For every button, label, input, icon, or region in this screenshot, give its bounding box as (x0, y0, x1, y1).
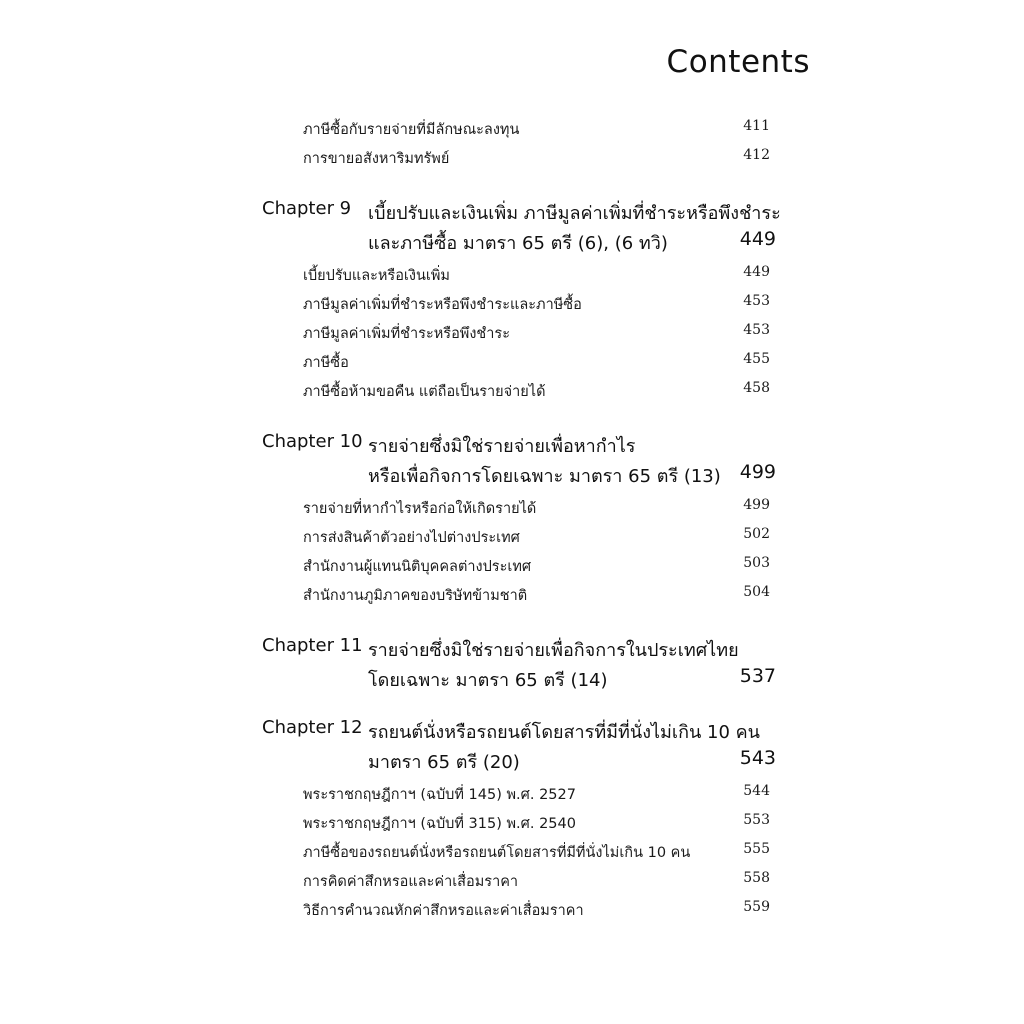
toc-entry-label: พระราชกฤษฎีกาฯ (ฉบับที่ 315) พ.ศ. 2540 (303, 816, 576, 832)
toc-entry[interactable] (0, 118, 1024, 147)
toc-entry[interactable] (0, 899, 1024, 928)
toc-chapter-line-2 (0, 228, 1024, 258)
toc-entry[interactable] (0, 380, 1024, 409)
toc-entry-page-number: 453 (743, 322, 770, 338)
toc-chapter-line-2 (0, 665, 1024, 695)
spacer (0, 695, 1024, 717)
toc-entry-page-number: 558 (743, 870, 770, 886)
toc-chapter-title-line-2: มาตรา 65 ตรี (20) (368, 752, 520, 773)
toc-entry-label: ภาษีมูลค่าเพิ่มที่ชำระหรือพึงชำระและภาษีซื้อ (303, 297, 582, 313)
toc-entry-page-number: 449 (743, 264, 770, 280)
toc-entry-label: พระราชกฤษฎีกาฯ (ฉบับที่ 145) พ.ศ. 2527 (303, 787, 576, 803)
toc-entry-label: วิธีการคำนวณหักค่าสึกหรอและค่าเสื่อมราคา (303, 903, 584, 919)
toc-chapter-page-number: 499 (739, 461, 776, 483)
toc-entry-page-number: 503 (743, 555, 770, 571)
toc-chapter[interactable] (0, 717, 1024, 777)
toc-entry-label: ภาษีมูลค่าเพิ่มที่ชำระหรือพึงชำระ (303, 326, 510, 342)
toc-entry[interactable] (0, 870, 1024, 899)
toc-entry[interactable] (0, 812, 1024, 841)
toc-entry-page-number: 555 (743, 841, 770, 857)
toc-entry-page-number: 499 (743, 497, 770, 513)
spacer (0, 409, 1024, 431)
toc-chapter-line-2 (0, 461, 1024, 491)
toc-chapter-page-number: 449 (739, 228, 776, 250)
toc-entry[interactable] (0, 351, 1024, 380)
toc-chapter-page-number: 537 (739, 665, 776, 687)
toc-entry-label: การคิดค่าสึกหรอและค่าเสื่อมราคา (303, 874, 519, 890)
toc-entry-label: ภาษีซื้อของรถยนต์นั่งหรือรถยนต์โดยสารที่มีที่นั่งไม่เกิน 10 คน (303, 845, 691, 861)
toc-chapter-title-line-2: หรือเพื่อกิจการโดยเฉพาะ มาตรา 65 ตรี (13) (368, 466, 721, 487)
toc-entry[interactable] (0, 584, 1024, 613)
toc-chapter[interactable] (0, 198, 1024, 258)
toc-chapter[interactable] (0, 431, 1024, 491)
toc-entry[interactable] (0, 293, 1024, 322)
toc-entry-label: รายจ่ายที่หากำไรหรือก่อให้เกิดรายได้ (303, 501, 537, 517)
toc-entry[interactable] (0, 555, 1024, 584)
toc-entry-page-number: 412 (743, 147, 770, 163)
toc-entry[interactable] (0, 841, 1024, 870)
toc-entry-page-number: 411 (743, 118, 770, 134)
table-of-contents (0, 118, 1024, 928)
toc-entry-label: การขายอสังหาริมทรัพย์ (303, 151, 450, 167)
toc-entry-page-number: 559 (743, 899, 770, 915)
toc-entry-label: ภาษีซื้อ (303, 355, 349, 371)
toc-entry-page-number: 544 (743, 783, 770, 799)
toc-chapter-line-2 (0, 747, 1024, 777)
toc-entry[interactable] (0, 322, 1024, 351)
toc-entry-page-number: 458 (743, 380, 770, 396)
toc-entry-label: สำนักงานภูมิภาคของบริษัทข้ามชาติ (303, 588, 528, 604)
toc-chapter-title-line-1: รายจ่ายซึ่งมิใช่รายจ่ายเพื่อหากำไร (368, 436, 636, 457)
toc-entry-page-number: 455 (743, 351, 770, 367)
toc-chapter-line-1 (0, 431, 1024, 461)
toc-chapter-page-number: 543 (739, 747, 776, 769)
toc-entry-label: ภาษีซื้อกับรายจ่ายที่มีลักษณะลงทุน (303, 122, 520, 138)
toc-entry[interactable] (0, 497, 1024, 526)
toc-entry-label: เบี้ยปรับและหรือเงินเพิ่ม (303, 268, 450, 284)
toc-chapter-title-line-2: และภาษีซื้อ มาตรา 65 ตรี (6), (6 ทวิ) (368, 233, 668, 254)
toc-entry-label: การส่งสินค้าตัวอย่างไปต่างประเทศ (303, 530, 520, 546)
toc-entry[interactable] (0, 147, 1024, 176)
toc-entry-page-number: 453 (743, 293, 770, 309)
toc-chapter-title-line-2: โดยเฉพาะ มาตรา 65 ตรี (14) (368, 670, 608, 691)
toc-entry-page-number: 504 (743, 584, 770, 600)
toc-chapter-number: Chapter 10 (262, 431, 363, 452)
page-title: Contents (666, 44, 810, 80)
toc-chapter-line-1 (0, 717, 1024, 747)
toc-entry-label: สำนักงานผู้แทนนิติบุคคลต่างประเทศ (303, 559, 532, 575)
toc-chapter-line-1 (0, 635, 1024, 665)
toc-chapter-line-1 (0, 198, 1024, 228)
toc-chapter-number: Chapter 9 (262, 198, 352, 219)
toc-entry[interactable] (0, 526, 1024, 555)
toc-chapter-title-line-1: รถยนต์นั่งหรือรถยนต์โดยสารที่มีที่นั่งไม่เกิน 10 คน (368, 722, 760, 743)
toc-entry-page-number: 502 (743, 526, 770, 542)
toc-entry-page-number: 553 (743, 812, 770, 828)
toc-chapter-title-line-1: รายจ่ายซึ่งมิใช่รายจ่ายเพื่อกิจการในประเทศไทย (368, 640, 739, 661)
toc-chapter[interactable] (0, 635, 1024, 695)
toc-entry-label: ภาษีซื้อห้ามขอคืน แต่ถือเป็นรายจ่ายได้ (303, 384, 546, 400)
spacer (0, 613, 1024, 635)
toc-entry[interactable] (0, 264, 1024, 293)
toc-chapter-title-line-1: เบี้ยปรับและเงินเพิ่ม ภาษีมูลค่าเพิ่มที่ชำระหรือพึงชำระ (368, 203, 781, 224)
toc-chapter-number: Chapter 12 (262, 717, 363, 738)
toc-chapter-number: Chapter 11 (262, 635, 363, 656)
toc-entry[interactable] (0, 783, 1024, 812)
spacer (0, 176, 1024, 198)
